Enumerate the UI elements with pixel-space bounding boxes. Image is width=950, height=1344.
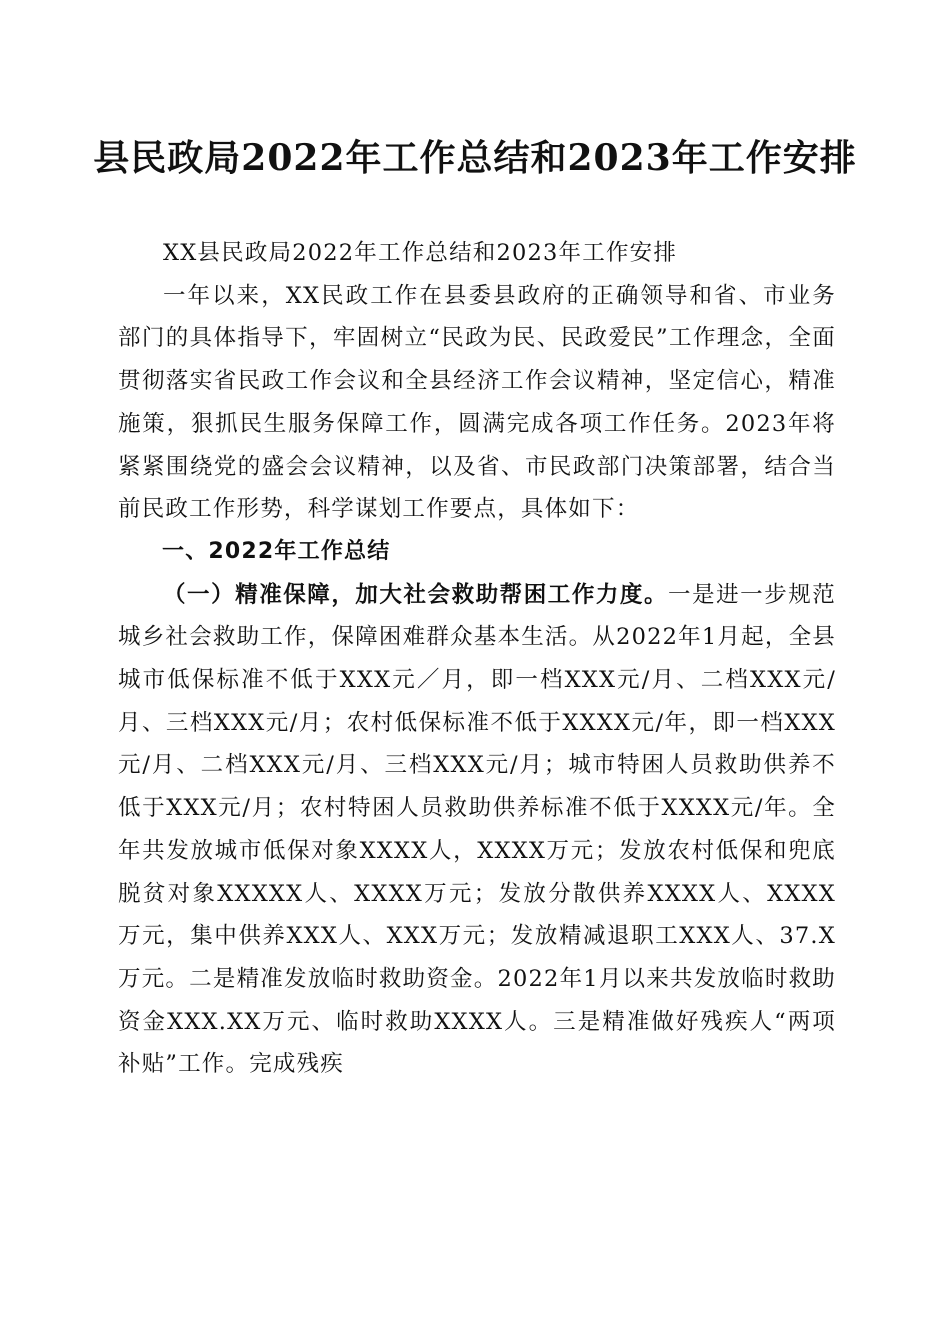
subsection-lead: （一）精准保障，加大社会救助帮困工作力度。: [163, 581, 669, 608]
subsection-body: 一是进一步规范城乡社会救助工作，保障困难群众基本生活。从2022年1月起，全县城市低保标准不低于XXX元／月，即一档XXX元/月、二档XXX元/月、三档XXX元/月；农村低保标准不低于XXXX元/年，即一档XXX元/月、二档XXX元/月、三档XXX元/月；城市特困人员救助供养不低于XXX元/月；农村特困人员救助供养标准不低于XXXX元/年。全年共发放城市低保对象XXXX人，XXXX万元；发放农村低保和兜底脱贫对象XXXXX人、XXXX万元；发放分散供养XXXX人、XXXX万元，集中供养XXX人、XXX万元；发放精减退职工XXX人、37.X万元。二是精准发放临时救助资金。2022年1月以来共发放临时救助资金XXX.XX万元、临时救助XXXX人。三是精准做好残疾人“两项补贴”工作。完成残疾: [118, 581, 837, 1078]
document-body: [118, 232, 836, 1086]
document-subtitle: XX县民政局2022年工作总结和2023年工作安排: [163, 240, 678, 266]
intro-paragraph: 一年以来，XX民政工作在县委县政府的正确领导和省、市业务部门的具体指导下，牢固树立“民政为民、民政爱民”工作理念，全面贯彻落实省民政工作会议和全县经济工作会议精神，坚定信心，精准施策，狠抓民生服务保障工作，圆满完成各项工作任务。2023年将紧紧围绕党的盛会会议精神，以及省、市民政部门决策部署，结合当前民政工作形势，科学谋划工作要点，具体如下：: [118, 282, 836, 523]
document-title: 县民政局2022年工作总结和2023年工作安排: [93, 137, 857, 179]
section-heading: 一、2022年工作总结: [162, 538, 391, 564]
section-paragraph: [118, 574, 836, 1086]
